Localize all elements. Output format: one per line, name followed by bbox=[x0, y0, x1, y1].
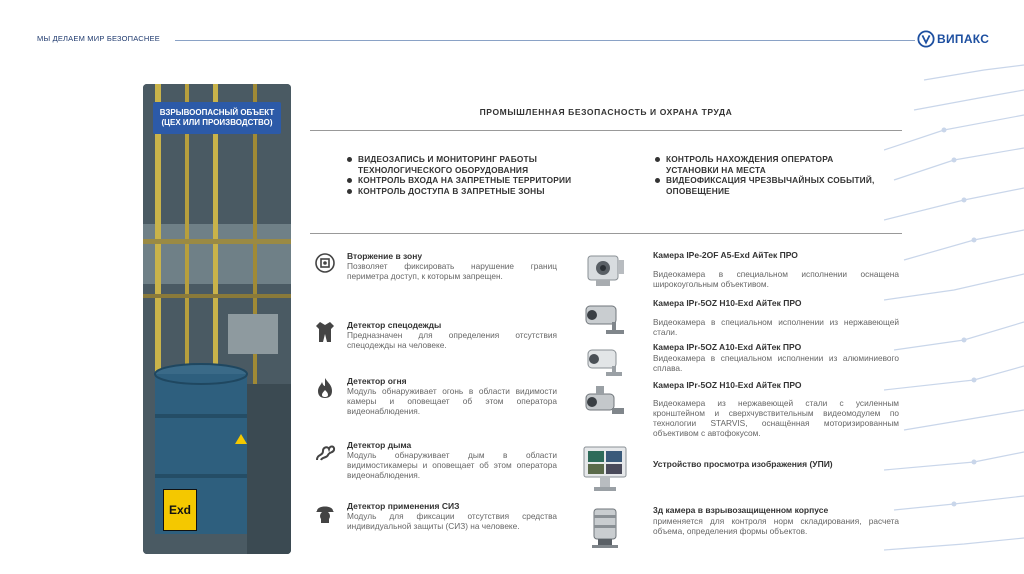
camera-title: Камера IPr-5OZ H10-Exd АйТек ПРО bbox=[653, 298, 802, 308]
logo-text: ВИПАКС bbox=[937, 32, 990, 46]
camera-title: 3д камера в взрывозащищенном корпусе bbox=[653, 505, 829, 515]
feature-desc: Модуль обнаруживает дым в области видимостикамеры и оповещает об этом оператора видеонаблюдения. bbox=[347, 450, 557, 480]
feature-desc: Позволяет фиксировать нарушение границ периметра доступ, к которым запрещен. bbox=[347, 261, 557, 281]
feature-title: Детектор применения СИЗ bbox=[347, 501, 460, 511]
smoke-icon bbox=[314, 440, 336, 464]
industrial-scene-illustration bbox=[143, 84, 291, 554]
circuit-lines-decoration bbox=[884, 60, 1024, 574]
fire-icon bbox=[314, 376, 336, 400]
logo-mark-icon bbox=[917, 30, 935, 48]
camera-desc: Видеокамера в специальном исполнении оснащена широкоугольным объективом. bbox=[653, 269, 899, 289]
object-type-label: ВЗРЫВООПАСНЫЙ ОБЪЕКТ (ЦЕХ ИЛИ ПРОИЗВОДСТВО) bbox=[153, 102, 281, 134]
title-divider bbox=[310, 130, 902, 131]
zone-intrusion-icon bbox=[314, 251, 336, 275]
industrial-photo bbox=[143, 84, 291, 554]
bullet-item: КОНТРОЛЬ ВХОДА НА ЗАПРЕТНЫЕ ТЕРРИТОРИИ bbox=[346, 175, 596, 186]
bullets-left bbox=[346, 154, 596, 196]
camera-title: Камера IPr-5OZ A10-Exd АйТек ПРО bbox=[653, 342, 802, 352]
feature-title: Вторжение в зону bbox=[347, 251, 423, 261]
feature-title: Детектор спецодежды bbox=[347, 320, 442, 330]
feature-desc: Модуль обнаруживает огонь в области видимости камеры и оповещает об этом оператора видеонаблюдения. bbox=[347, 386, 557, 416]
vipaks-logo[interactable] bbox=[917, 30, 989, 48]
bullet-item: ВИДЕОФИКСАЦИЯ ЧРЕЗВЫЧАЙНЫХ СОБЫТИЙ, ОПОВЕЩЕНИЕ bbox=[654, 175, 884, 196]
feature-title: Детектор дыма bbox=[347, 440, 412, 450]
header-divider bbox=[175, 40, 915, 41]
camera-ipe-icon bbox=[582, 250, 628, 290]
camera-ipr-h10-icon bbox=[582, 298, 628, 338]
camera-ipr-a10-icon bbox=[582, 342, 628, 382]
camera-title: Камера IPe-2OF A5-Exd АйТек ПРО bbox=[653, 250, 798, 260]
camera-desc: Видеокамера из нержавеющей стали с усиленным кронштейном и сверхчувствительным видеомодулем по технологии STARVIS, оснащённая моторизированным объективом с автофокусом. bbox=[653, 398, 899, 438]
ppe-icon bbox=[314, 501, 336, 525]
bullet-item: КОНТРОЛЬ ДОСТУПА В ЗАПРЕТНЫЕ ЗОНЫ bbox=[346, 186, 596, 197]
camera-title: Устройство просмотра изображения (УПИ) bbox=[653, 459, 833, 469]
bullet-item: ВИДЕОЗАПИСЬ И МОНИТОРИНГ РАБОТЫ ТЕХНОЛОГИЧЕСКОГО ОБОРУДОВАНИЯ bbox=[346, 154, 596, 175]
slogan: МЫ ДЕЛАЕМ МИР БЕЗОПАСНЕЕ bbox=[37, 34, 160, 43]
camera-desc: применяется для контроля норм складирования, расчета объема, определения формы объектов. bbox=[653, 516, 899, 536]
exd-badge: Exd bbox=[163, 489, 197, 531]
camera-ipr-h10-bracket-icon bbox=[582, 380, 628, 420]
feature-desc: Модуль для фиксации отсутствия средства индивидуальной защиты (СИЗ) на человеке. bbox=[347, 511, 557, 531]
camera-desc: Видеокамера в специальном исполнении из нержавеющей стали. bbox=[653, 317, 899, 337]
bullets-right bbox=[654, 154, 884, 196]
section-title: ПРОМЫШЛЕННАЯ БЕЗОПАСНОСТЬ И ОХРАНА ТРУДА bbox=[479, 107, 733, 117]
feature-desc: Предназначен для определения отсутствия спецодежды на человеке. bbox=[347, 330, 557, 350]
bullet-item: КОНТРОЛЬ НАХОЖДЕНИЯ ОПЕРАТОРА УСТАНОВКИ НА МЕСТА bbox=[654, 154, 884, 175]
camera-title: Камера IPr-5OZ H10-Exd АйТек ПРО bbox=[653, 380, 802, 390]
camera-3d-icon bbox=[582, 505, 628, 551]
monitor-upi-icon bbox=[582, 445, 628, 495]
content-divider bbox=[310, 233, 902, 234]
feature-title: Детектор огня bbox=[347, 376, 407, 386]
camera-desc: Видеокамера в специальном исполнении из алюминиевого сплава. bbox=[653, 353, 899, 373]
workwear-icon bbox=[314, 320, 336, 344]
